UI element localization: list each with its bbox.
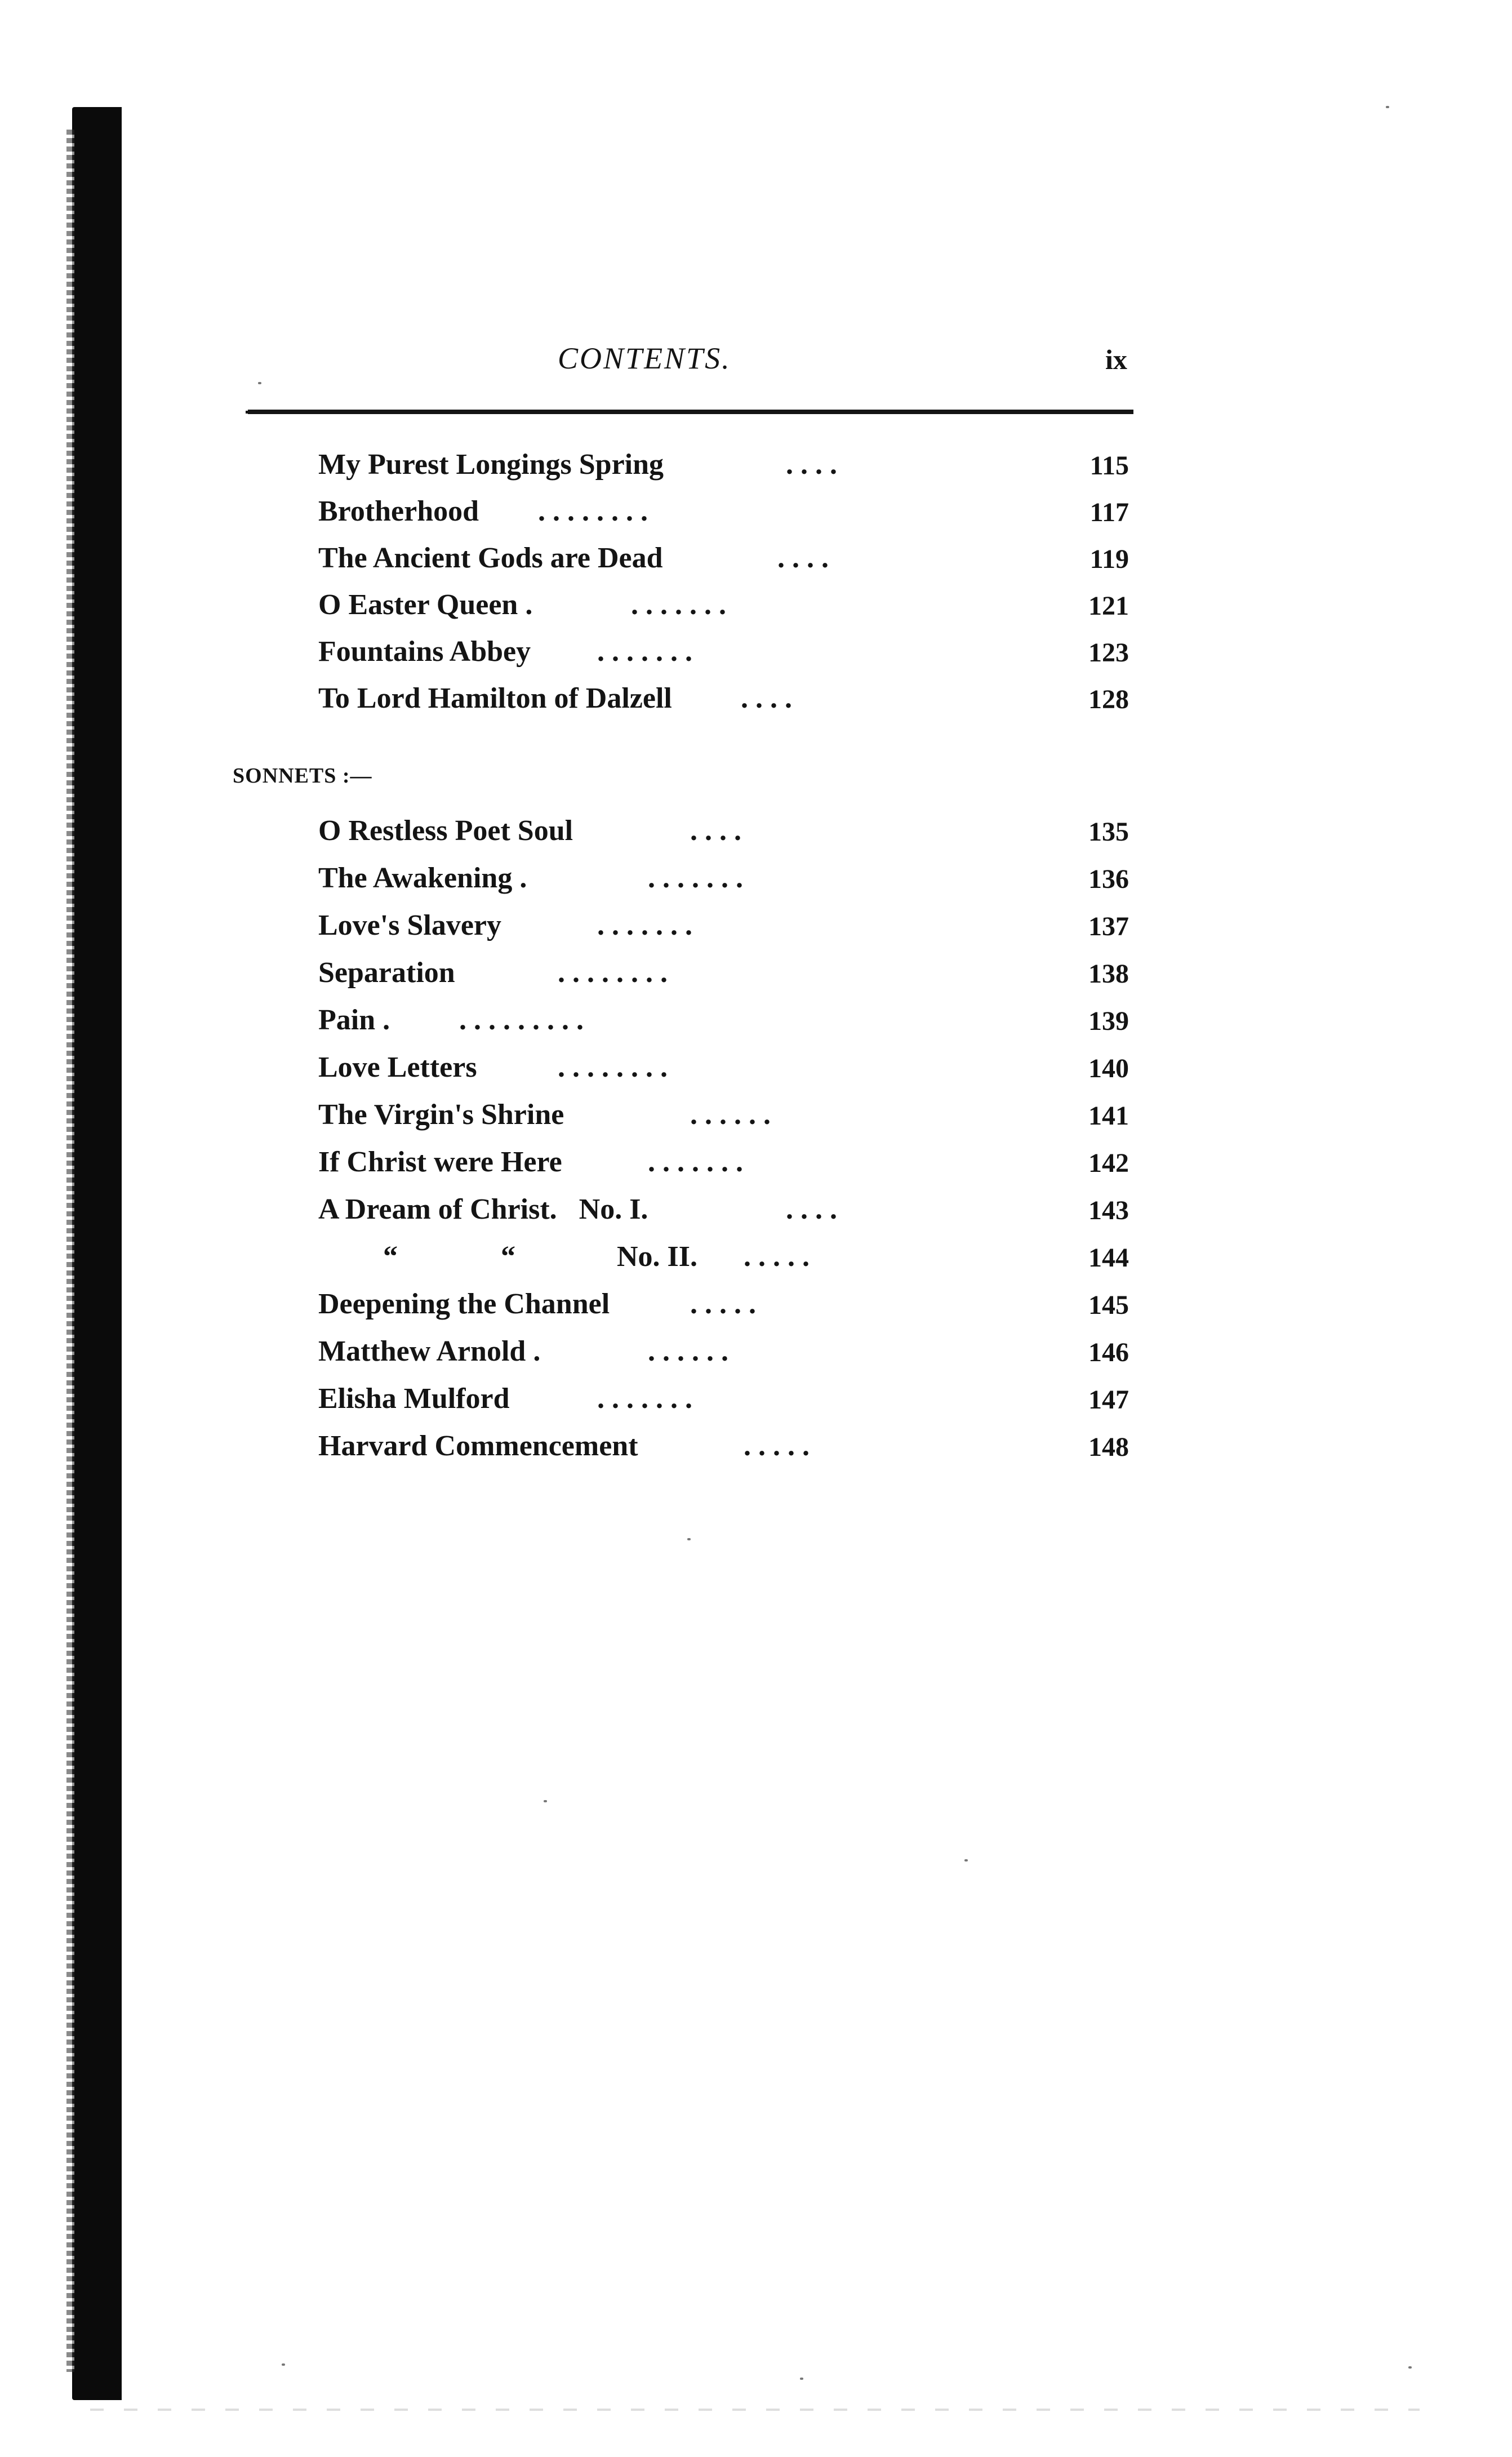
page-title: CONTENTS. bbox=[558, 341, 731, 375]
dot-leader: . . . . . . . bbox=[597, 909, 692, 941]
toc-entry-page: 139 bbox=[1088, 1006, 1129, 1036]
toc-entry-title: The Ancient Gods are Dead bbox=[318, 542, 663, 574]
toc-entry bbox=[0, 495, 1512, 540]
dot-leader: . . . . . . . bbox=[631, 589, 726, 621]
dot-leader: . . . . . bbox=[744, 1241, 810, 1273]
dot-leader: . . . . . . . bbox=[648, 1146, 743, 1178]
header-rule bbox=[248, 410, 1133, 414]
toc-entry-title: O Restless Poet Soul bbox=[318, 815, 573, 847]
toc-entry bbox=[0, 814, 1512, 859]
toc-entry-page: 140 bbox=[1088, 1054, 1129, 1083]
toc-entry-page: 148 bbox=[1088, 1432, 1129, 1462]
dot-leader: . . . . . . bbox=[648, 1335, 728, 1367]
toc-entry-page: 128 bbox=[1088, 685, 1129, 714]
dot-leader: . . . . . . . . bbox=[538, 495, 648, 527]
dot-leader: . . . . . . . . bbox=[558, 1051, 668, 1083]
dot-leader: . . . . bbox=[786, 1193, 837, 1225]
toc-entry bbox=[0, 1240, 1512, 1285]
toc-entry-page: 123 bbox=[1088, 638, 1129, 668]
toc-entry-page: 115 bbox=[1089, 451, 1129, 481]
running-head bbox=[0, 341, 1512, 386]
scan-speck bbox=[800, 2378, 803, 2380]
toc-entry-title: If Christ were Here bbox=[318, 1146, 562, 1178]
toc-entry-page: 146 bbox=[1088, 1338, 1129, 1367]
toc-entry bbox=[0, 682, 1512, 727]
toc-entry bbox=[0, 909, 1512, 954]
toc-entry-page: 144 bbox=[1088, 1243, 1129, 1273]
scan-bottom-edge bbox=[90, 2409, 1420, 2411]
ditto-marks: “ “ bbox=[383, 1241, 515, 1273]
toc-entry bbox=[0, 1429, 1512, 1474]
toc-entry-page: 138 bbox=[1088, 959, 1129, 989]
toc-entry bbox=[0, 1287, 1512, 1332]
toc-entry bbox=[0, 1098, 1512, 1143]
toc-entry-title: Pain . bbox=[318, 1004, 390, 1036]
dot-leader: . . . . . . . . bbox=[558, 957, 668, 989]
scan-speck bbox=[544, 1800, 547, 1802]
toc-entry-title: The Virgin's Shrine bbox=[318, 1099, 564, 1131]
toc-entry bbox=[0, 635, 1512, 680]
dot-leader: . . . . bbox=[741, 682, 792, 714]
dot-leader: . . . . . . . bbox=[597, 636, 692, 668]
toc-entry-title: Love's Slavery bbox=[318, 909, 501, 941]
toc-entry-title: Elisha Mulford bbox=[318, 1383, 510, 1415]
toc-entry bbox=[0, 588, 1512, 633]
toc-entry-page: 121 bbox=[1088, 591, 1129, 621]
toc-entry bbox=[0, 1335, 1512, 1380]
scan-speck bbox=[687, 1538, 691, 1540]
dot-leader: . . . . . . bbox=[690, 1099, 771, 1131]
toc-entry-page: 136 bbox=[1088, 864, 1129, 894]
toc-entry-title: No. II. bbox=[617, 1241, 698, 1273]
toc-entry bbox=[0, 1051, 1512, 1096]
toc-entry bbox=[0, 956, 1512, 1001]
dot-leader: . . . . . bbox=[690, 1288, 756, 1320]
toc-entry-page: 119 bbox=[1089, 544, 1129, 574]
toc-entry-title: The Awakening . bbox=[318, 862, 527, 894]
toc-entry-title: Separation bbox=[318, 957, 455, 989]
toc-entry bbox=[0, 1193, 1512, 1238]
dot-leader: . . . . . . . bbox=[648, 862, 743, 894]
toc-entry-page: 147 bbox=[1088, 1385, 1129, 1415]
scan-speck bbox=[1386, 106, 1389, 108]
dot-leader: . . . . bbox=[690, 815, 741, 847]
toc-entry-page: 145 bbox=[1088, 1290, 1129, 1320]
toc-entry-title: Fountains Abbey bbox=[318, 636, 531, 668]
toc-entry-title: My Purest Longings Spring bbox=[318, 448, 664, 481]
toc-entry bbox=[0, 1382, 1512, 1427]
toc-entry-title: Love Letters bbox=[318, 1051, 477, 1083]
dot-leader: . . . . . . . bbox=[597, 1383, 692, 1415]
toc-entry bbox=[0, 1003, 1512, 1048]
toc-entry-page: 135 bbox=[1088, 817, 1129, 847]
toc-entry-title: Brotherhood bbox=[318, 495, 479, 527]
toc-entry-page: 143 bbox=[1088, 1196, 1129, 1225]
section-heading-sonnets: SONNETS :— bbox=[233, 764, 372, 788]
toc-entry-page: 117 bbox=[1089, 497, 1129, 527]
toc-entry-page: 142 bbox=[1088, 1148, 1129, 1178]
dot-leader: . . . . . bbox=[744, 1430, 810, 1462]
dot-leader: . . . . bbox=[786, 448, 837, 481]
scan-speck bbox=[282, 2363, 285, 2366]
dot-leader: . . . . bbox=[777, 542, 829, 574]
toc-entry-title: Deepening the Channel bbox=[318, 1288, 610, 1320]
dot-leader: . . . . . . . . . bbox=[459, 1004, 584, 1036]
toc-entry-title: Matthew Arnold . bbox=[318, 1335, 541, 1367]
page-number: ix bbox=[1105, 344, 1127, 375]
toc-entry bbox=[0, 861, 1512, 907]
toc-entry bbox=[0, 448, 1512, 493]
toc-entry-title: Harvard Commencement bbox=[318, 1430, 638, 1462]
toc-entry-page: 137 bbox=[1088, 912, 1129, 941]
scan-speck bbox=[964, 1859, 968, 1861]
toc-entry-title: O Easter Queen . bbox=[318, 589, 533, 621]
toc-entry bbox=[0, 541, 1512, 587]
toc-entry bbox=[0, 1145, 1512, 1190]
toc-entry-title: To Lord Hamilton of Dalzell bbox=[318, 682, 672, 714]
scan-speck bbox=[258, 382, 261, 384]
scan-speck bbox=[1408, 2366, 1412, 2369]
toc-entry-page: 141 bbox=[1088, 1101, 1129, 1131]
toc-entry-title: A Dream of Christ. No. I. bbox=[318, 1193, 648, 1225]
